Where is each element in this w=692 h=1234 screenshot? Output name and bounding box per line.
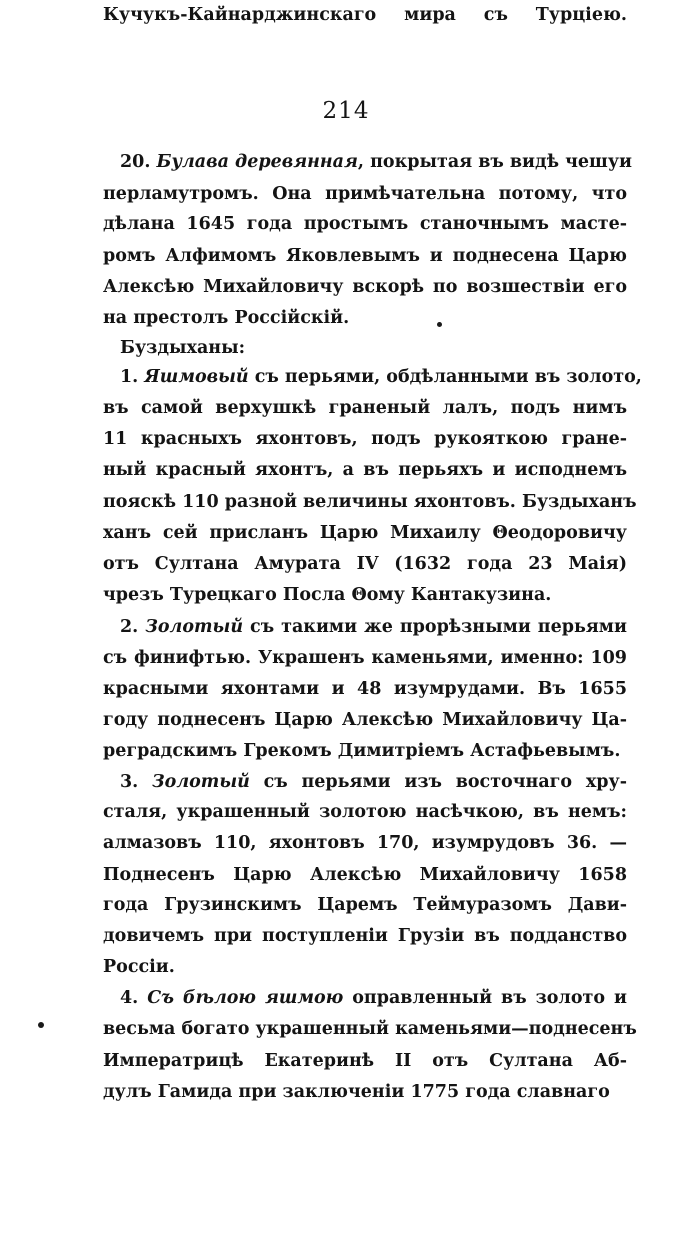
text-line (120, 983, 627, 1013)
text-run: съ такими же прорѣзными перьями (243, 617, 627, 637)
text-line (103, 518, 627, 548)
text-line (120, 147, 633, 177)
text-line (103, 209, 627, 239)
text-run: Поднесенъ Царю Алексѣю Михайловичу 1658 (103, 865, 627, 885)
text-run: Алексѣю Михайловичу вскорѣ по возшествіи его (103, 277, 627, 297)
ink-speck (437, 322, 442, 327)
text-run: съ перьями изъ восточнаго хру- (249, 772, 627, 792)
text-run: 20. (120, 152, 157, 172)
text-run: Буздыханы: (120, 338, 246, 358)
text-run: 4. (120, 988, 148, 1008)
text-line (103, 1046, 627, 1076)
text-run: ный красный яхонтъ, а въ перьяхъ и исподнемъ (103, 460, 627, 480)
text-line (103, 674, 627, 704)
text-line (103, 393, 627, 423)
text-line (103, 455, 627, 485)
text-line (103, 643, 627, 673)
text-run: года Грузинскимъ Царемъ Теймуразомъ Дави- (103, 895, 627, 915)
text-line (120, 333, 627, 363)
text-run: 1. (120, 367, 145, 387)
text-line (103, 241, 627, 271)
text-run: съ перьями, обдѣланными въ золото, (248, 367, 642, 387)
text-line (103, 272, 627, 302)
text-run: дулъ Гамида при заключеніи 1775 года славнаго (103, 1082, 610, 1102)
text-run: отъ Султана Амурата IV (1632 года 23 Маія) (103, 554, 627, 574)
text-run: сталя, украшенный золотою насѣчкою, въ немъ: (103, 802, 627, 822)
text-run: красными яхонтами и 48 изумрудами. Въ 1655 (103, 679, 627, 699)
text-run: на престолъ Россійскій. (103, 308, 350, 328)
text-run: Кучукъ-Кайнарджинскаго мира съ Турціею. (103, 5, 627, 25)
text-line (103, 303, 627, 333)
text-line (103, 487, 637, 517)
text-run: довичемъ при поступленіи Грузіи въ подданство (103, 926, 627, 946)
text-line (120, 612, 627, 642)
text-run: Россіи. (103, 957, 175, 977)
text-run: году поднесенъ Царю Алексѣю Михайловичу Ца- (103, 710, 627, 730)
text-line (103, 736, 627, 766)
text-line (103, 828, 627, 858)
italic-term: Булава деревянная (156, 152, 358, 172)
text-run: чрезъ Турецкаго Посла Θому Кантакузина. (103, 585, 552, 605)
ink-speck (38, 1022, 44, 1028)
text-run: алмазовъ 110, яхонтовъ 170, изумрудовъ 36. — (103, 833, 627, 853)
text-run: 2. (120, 617, 146, 637)
text-line (103, 1077, 627, 1107)
text-run: оправленный въ золото и (343, 988, 627, 1008)
text-line (103, 890, 627, 920)
text-line (103, 179, 627, 209)
text-run: реградскимъ Грекомъ Димитріемъ Астафьевымъ. (103, 741, 621, 761)
text-line (103, 549, 627, 579)
text-line (103, 797, 627, 827)
text-run: , покрытая въ видѣ чешуи (357, 152, 633, 172)
italic-term: Золотый (145, 617, 244, 637)
text-line (103, 705, 627, 735)
text-line (103, 952, 627, 982)
text-run: съ финифтью. Украшенъ каменьями, именно: 109 (103, 648, 627, 668)
text-run: 3. (120, 772, 153, 792)
italic-term: Золотый (152, 772, 250, 792)
text-line (103, 1014, 637, 1044)
text-line (103, 921, 627, 951)
text-line (120, 362, 642, 392)
text-run: перламутромъ. Она примѣчательна потому, что (103, 184, 627, 204)
text-line (103, 0, 627, 30)
page-number: 214 (322, 98, 370, 124)
text-line (103, 424, 627, 454)
text-run: ромъ Алфимомъ Яковлевымъ и поднесена Царю (103, 246, 627, 266)
text-line (103, 580, 627, 610)
italic-term: Яшмовый (144, 367, 249, 387)
text-run: 11 красныхъ яхонтовъ, подъ рукояткою гране- (103, 429, 627, 449)
text-run: пояскѣ 110 разной величины яхонтовъ. Буздыханъ (103, 492, 637, 512)
italic-term: Съ бѣлою яшмою (147, 988, 344, 1008)
text-run: ханъ сей присланъ Царю Михаилу Θеодоровичу (103, 523, 627, 543)
text-line (120, 767, 627, 797)
text-run: въ самой верхушкѣ граненый лалъ, подъ нимъ (103, 398, 627, 418)
text-run: дѣлана 1645 года простымъ станочнымъ масте- (103, 214, 627, 234)
text-run: весьма богато украшенный каменьями—поднесенъ (103, 1019, 637, 1039)
text-run: Императрицѣ Екатеринѣ II отъ Султана Аб- (103, 1051, 627, 1071)
text-line (103, 860, 627, 890)
